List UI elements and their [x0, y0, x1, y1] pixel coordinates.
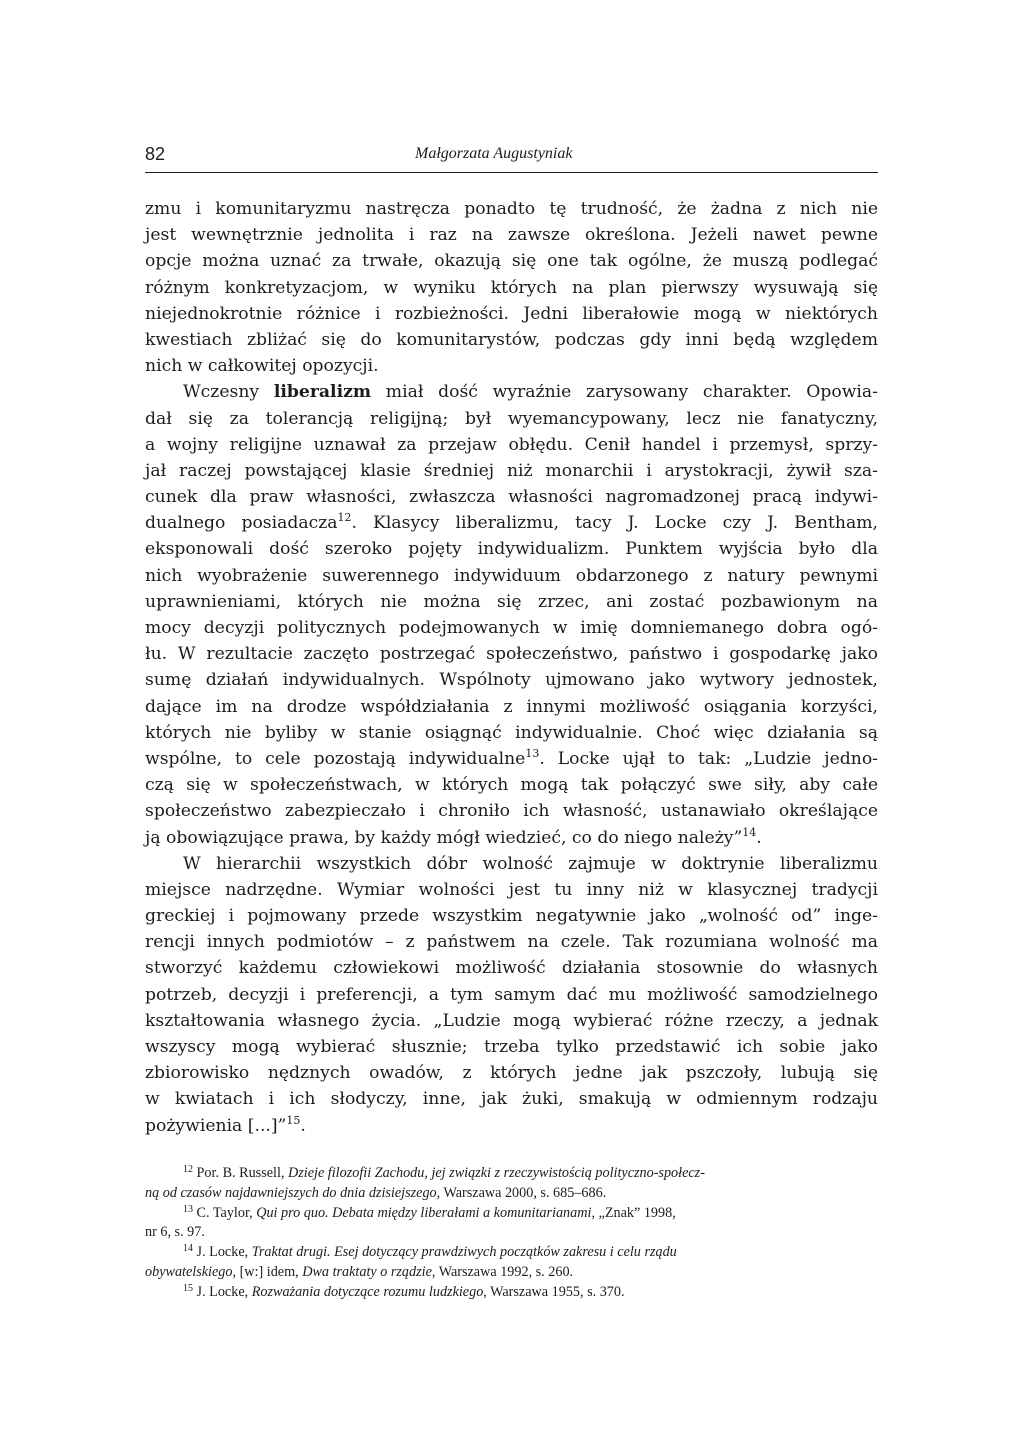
text-line: dające im na drodze współdziałania z innymi możliwość osiągania korzyści,	[145, 696, 878, 717]
footnote-14-cont: obywatelskiego, [w:] idem, Dwa traktaty o rządzie, Warszawa 1992, s. 260.	[145, 1263, 574, 1280]
text-line: pożywienia [...]”$^{15}$.	[145, 1113, 306, 1136]
text-line: jał raczej powstającej klasie średniej niż monarchii i arystokracji, żywił sza-	[145, 460, 878, 481]
text-line: nich wyobrażenie suwerennego indywiduum obdarzonego z natury pewnymi	[145, 565, 878, 586]
text-line: ją obowiązujące prawa, by każdy mógł wiedzieć, co do niego należy”$^{14}$.	[145, 825, 762, 848]
main-text	[145, 196, 878, 1139]
text-line: a wojny religijne uznawał za przejaw obłędu. Cenił handel i przemysł, sprzy-	[145, 434, 878, 455]
footnote-12-cont: ną od czasów najdawniejszych do dnia dzisiejszego, Warszawa 2000, s. 685–686.	[145, 1184, 607, 1201]
footnote-ref: 15	[286, 1113, 301, 1127]
text-line: stworzyć każdemu człowiekowi możliwość działania stosownie do własnych	[145, 958, 878, 979]
running-head-author: Małgorzata Augustyniak	[415, 145, 573, 162]
page-header	[145, 144, 878, 173]
footnote-12: $^{12}$ Por. B. Russell, Dzieje filozofii Zachodu, jej związki z rzeczywistością polityczno-społecz-	[183, 1164, 705, 1181]
text-line: opcje można uznać za trwałe, okazują się one tak ogólne, że muszą podlegać	[145, 251, 878, 272]
text-line: W hierarchii wszystkich dóbr wolność zajmuje w doktrynie liberalizmu	[183, 853, 878, 874]
text-line: łu. W rezultacie zaczęto postrzegać społeczeństwo, państwo i gospodarkę jako	[145, 644, 878, 665]
bold-term: liberalizm	[273, 382, 372, 403]
text-line: miejsce nadrzędne. Wymiar wolności jest tu inny niż w klasycznej tradycji	[145, 879, 878, 900]
text-line: kształtowania własnego życia. „Ludzie mogą wybierać różne rzeczy, a jednak	[145, 1010, 878, 1031]
text-line: sumę działań indywidualnych. Wspólnoty ujmowano jako wytwory jednostek,	[145, 670, 878, 691]
text-line: nich w całkowitej opozycji.	[145, 356, 379, 377]
text-line: wspólne, to cele pozostają indywidualne$^{13}$. Locke ujął to tak: „Ludzie jedno-	[145, 746, 878, 769]
text-line: eksponowali dość szeroko pojęty indywidualizm. Punktem wyjścia było dla	[145, 539, 878, 560]
text-line: Wczesny liberalizm miał dość wyraźnie zarysowany charakter. Opowia-	[183, 382, 878, 403]
text-line: cunek dla praw własności, zwłaszcza własności nagromadzonej pracą indywi-	[145, 487, 878, 508]
footnote-14: $^{14}$ J. Locke, Traktat drugi. Esej dotyczący prawdziwych początków zakresu i celu rządu	[183, 1243, 677, 1261]
text-line: mocy decyzji politycznych podejmowanych w imię domniemanego dobra ogó-	[145, 618, 878, 638]
text-line: różnym konkretyzacjom, w wyniku których na plan pierwszy wysuwają się	[145, 277, 878, 298]
text-line: greckiej i pojmowany przede wszystkim negatywnie jako „wolność od” inge-	[145, 906, 878, 927]
text-line: wszyscy mogą wybierać słusznie; trzeba tylko przedstawić ich sobie jako	[145, 1037, 878, 1057]
text-line: których nie byliby w stanie osiągnąć indywidualnie. Choć więc działania są	[145, 722, 878, 743]
text-line: czą się w społeczeństwach, w których mogą tak połączyć swe siły, aby całe	[145, 775, 878, 796]
text-line: dualnego posiadacza$^{12}$. Klasycy liberalizmu, tacy J. Locke czy J. Bentham,	[145, 511, 878, 534]
footnote-13: $^{13}$ C. Taylor, Qui pro quo. Debata między liberałami a komunitarianami, „Znak” 1998,	[183, 1203, 676, 1221]
text-line: jest wewnętrznie jednolita i raz na zawsze określona. Jeżeli nawet pewne	[145, 225, 878, 246]
text-line: dał się za tolerancją religijną; był wyemancypowany, lecz nie fanatyczny,	[145, 408, 878, 429]
footnote-13-cont: nr 6, s. 97.	[145, 1224, 205, 1241]
text-line: zbiorowisko nędznych owadów, z których jedne jak pszczoły, lubują się	[145, 1063, 878, 1084]
text-line: niejednokrotnie różnice i rozbieżności. Jedni liberałowie mogą w niektórych	[145, 303, 878, 324]
footnote-ref: 12	[337, 511, 352, 525]
footnote-15: $^{15}$ J. Locke, Rozważania dotyczące rozumu ludzkiego, Warszawa 1955, s. 370.	[183, 1282, 625, 1300]
text-line: kwestiach zbliżać się do komunitarystów, podczas gdy inni będą względem	[145, 329, 878, 350]
page-number: 82	[145, 144, 166, 164]
text-line: w kwiatach i ich słodyczy, inne, jak żuki, smakują w odmiennym rodzaju	[145, 1089, 878, 1110]
text-line: rencji innych podmiotów – z państwem na czele. Tak rozumiana wolność ma	[145, 932, 878, 953]
footnotes	[145, 1164, 878, 1303]
footnote-ref: 14	[742, 825, 757, 839]
footnote-ref: 13	[525, 746, 540, 760]
text-line: zmu i komunitaryzmu nastręcza ponadto tę trudność, że żadna z nich nie	[145, 199, 878, 219]
text-line: potrzeb, decyzji i preferencji, a tym samym dać mu możliwość samodzielnego	[145, 984, 878, 1005]
text-line: społeczeństwo zabezpieczało i chroniło ich własność, ustanawiało określające	[145, 801, 878, 822]
text-line: uprawnieniami, których nie można się zrzec, ani zostać pozbawionym na	[145, 591, 878, 612]
